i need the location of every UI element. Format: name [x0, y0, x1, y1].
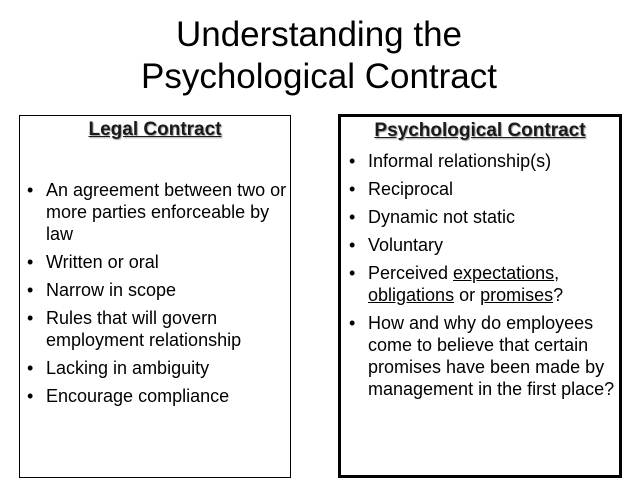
psych-item-dynamic: • Dynamic not static — [342, 206, 619, 228]
perceived-comma: , — [554, 263, 560, 283]
obligations-text: obligations — [368, 285, 455, 305]
perceived-or: or — [454, 285, 481, 305]
legal-contract-heading: Legal Contract — [88, 119, 222, 140]
legal-item-compliance: • Encourage compliance — [20, 385, 290, 407]
psych-item-voluntary: • Voluntary — [342, 234, 619, 256]
legal-item-ambiguity: • Lacking in ambiguity — [20, 357, 290, 379]
legal-contract-list — [20, 179, 290, 407]
psychological-contract-box — [338, 114, 622, 478]
psychological-contract-heading: Psychological Contract — [374, 120, 586, 141]
expectations-text: expectations — [453, 263, 555, 283]
slide-title — [0, 14, 638, 98]
promises-text: promises — [480, 285, 554, 305]
legal-contract-box — [19, 115, 291, 478]
perceived-suffix: ? — [553, 285, 564, 305]
legal-item-written: • Written or oral — [20, 251, 290, 273]
legal-item-rules: • Rules that will govern employment relationship — [20, 307, 290, 351]
slide-title-line-2: Psychological Contract — [141, 57, 497, 96]
psychological-contract-list — [342, 150, 619, 400]
slide-title-line-1: Understanding the — [175, 15, 463, 54]
psych-item-informal: • Informal relationship(s) — [342, 150, 619, 172]
psych-item-reciprocal: • Reciprocal — [342, 178, 619, 200]
legal-item-agreement: • An agreement between two or more parties enforceable by law — [20, 179, 290, 245]
legal-item-narrow: • Narrow in scope — [20, 279, 290, 301]
psych-item-how-and-why: • How and why do employees come to believe that certain promises have been made by management in the first place? — [342, 312, 619, 400]
psych-item-perceived — [342, 262, 619, 306]
perceived-prefix: Perceived — [368, 263, 454, 283]
